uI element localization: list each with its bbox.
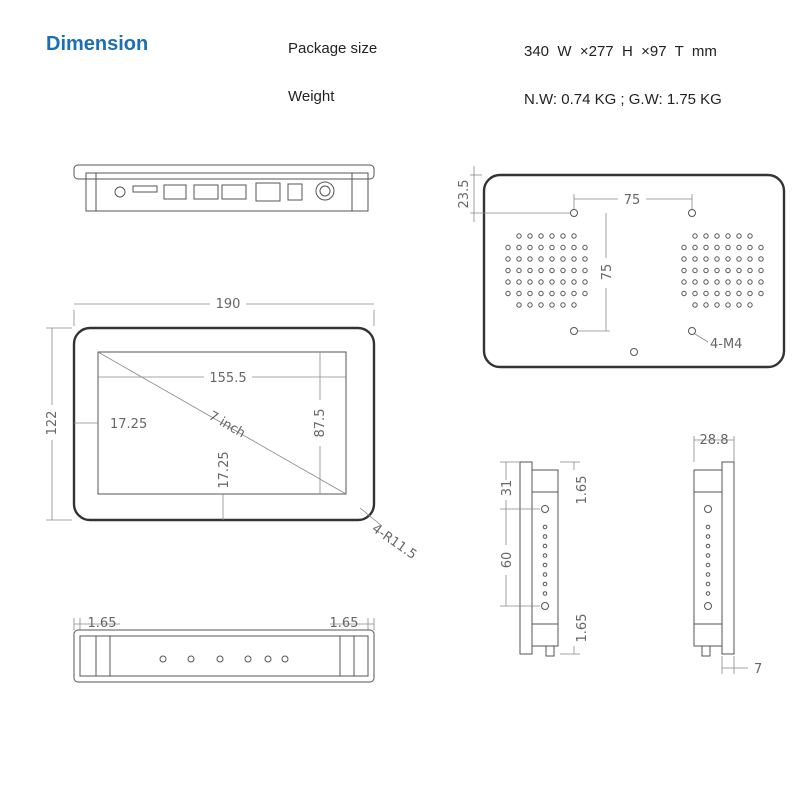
dim-screen-width: 155.5 bbox=[209, 371, 247, 386]
vent-hole-icon bbox=[550, 257, 554, 261]
vent-hole-icon bbox=[517, 234, 521, 238]
dim-radius: 4-R11.5 bbox=[368, 521, 420, 563]
vent-hole-icon bbox=[704, 280, 708, 284]
vent-hole-icon bbox=[726, 257, 730, 261]
vent-hole-icon bbox=[704, 234, 708, 238]
vent-hole-icon bbox=[550, 291, 554, 295]
vent-hole-icon bbox=[506, 291, 510, 295]
vent-hole-icon bbox=[506, 257, 510, 261]
vent-hole-icon bbox=[682, 268, 686, 272]
vent-hole-icon bbox=[550, 234, 554, 238]
vent-hole-icon bbox=[737, 257, 741, 261]
vent-hole-icon bbox=[704, 245, 708, 249]
vent-hole-icon bbox=[706, 554, 710, 558]
vent-hole-icon bbox=[693, 291, 697, 295]
vent-hole-icon bbox=[693, 280, 697, 284]
usb-port-icon bbox=[164, 185, 186, 199]
screw-icon bbox=[542, 603, 549, 610]
vent-hole-icon bbox=[759, 245, 763, 249]
vent-hole-icon bbox=[550, 268, 554, 272]
vent-hole-icon bbox=[715, 245, 719, 249]
dim-width: 190 bbox=[215, 297, 241, 312]
vent-hole-icon bbox=[704, 257, 708, 261]
vent-hole-icon bbox=[543, 554, 547, 558]
sd-slot-icon bbox=[133, 186, 157, 192]
vent-hole-icon bbox=[543, 582, 547, 586]
vent-hole-icon bbox=[506, 268, 510, 272]
dim-side-bottom: 17.25 bbox=[217, 451, 232, 489]
vent-hole-icon bbox=[528, 268, 532, 272]
screw-icon bbox=[542, 506, 549, 513]
vent-hole-icon bbox=[737, 291, 741, 295]
vent-hole-icon bbox=[682, 257, 686, 261]
dim-vesa-horizontal: 75 bbox=[623, 193, 641, 208]
vesa-hole-icon bbox=[571, 210, 578, 217]
vent-grill-left bbox=[506, 234, 587, 307]
vent-hole-icon bbox=[706, 573, 710, 577]
vent-hole-icon bbox=[543, 535, 547, 539]
dim-side-31: 31 bbox=[500, 479, 515, 497]
vent-hole-icon bbox=[715, 291, 719, 295]
vent-grill-right bbox=[682, 234, 763, 307]
vent-hole-icon bbox=[748, 257, 752, 261]
vent-hole-icon bbox=[550, 280, 554, 284]
vent-hole-icon bbox=[543, 592, 547, 596]
dim-bottom-165-left: 1.65 bbox=[87, 616, 117, 631]
dim-bottom-165-right: 1.65 bbox=[329, 616, 359, 631]
vent-hole-icon bbox=[561, 303, 565, 307]
vent-hole-icon bbox=[748, 268, 752, 272]
vent-hole-icon bbox=[726, 234, 730, 238]
vent-hole-icon bbox=[704, 303, 708, 307]
vent-hole-icon bbox=[748, 234, 752, 238]
dim-screw: 4-M4 bbox=[710, 337, 743, 352]
vent-hole-icon bbox=[572, 234, 576, 238]
vent-hole-icon bbox=[572, 280, 576, 284]
vent-hole-icon bbox=[539, 268, 543, 272]
vent-hole-icon bbox=[759, 268, 763, 272]
vent-hole-icon bbox=[693, 303, 697, 307]
vent-hole-icon bbox=[572, 257, 576, 261]
vent-hole-icon bbox=[543, 563, 547, 567]
vent-hole-icon bbox=[539, 257, 543, 261]
vent-hole-icon bbox=[539, 234, 543, 238]
dim-side-165-top: 1.65 bbox=[575, 475, 590, 505]
vent-hole-icon bbox=[550, 303, 554, 307]
screw-icon bbox=[631, 349, 638, 356]
dc-jack-icon bbox=[288, 184, 302, 200]
vent-hole-icon bbox=[706, 563, 710, 567]
vent-hole-icon bbox=[528, 291, 532, 295]
vent-hole-icon bbox=[561, 245, 565, 249]
vent-hole-icon bbox=[572, 303, 576, 307]
vent-hole-icon bbox=[693, 257, 697, 261]
led-icon bbox=[160, 656, 166, 662]
dim-depth-7: 7 bbox=[754, 662, 763, 677]
vent-hole-icon bbox=[543, 573, 547, 577]
led-icon bbox=[265, 656, 271, 662]
vent-hole-icon bbox=[682, 280, 686, 284]
vent-hole-icon bbox=[539, 280, 543, 284]
vent-hole-icon bbox=[550, 245, 554, 249]
vent-hole-icon bbox=[726, 268, 730, 272]
vent-hole-icon bbox=[715, 280, 719, 284]
vent-hole-icon bbox=[682, 291, 686, 295]
vent-hole-icon bbox=[572, 245, 576, 249]
vent-hole-icon bbox=[539, 303, 543, 307]
vent-hole-icon bbox=[517, 280, 521, 284]
dim-side-60: 60 bbox=[500, 551, 515, 569]
led-icon bbox=[245, 656, 251, 662]
vent-hole-icon bbox=[693, 234, 697, 238]
dim-screen-height: 87.5 bbox=[313, 408, 328, 438]
vent-hole-icon bbox=[539, 245, 543, 249]
vent-hole-icon bbox=[748, 280, 752, 284]
vent-hole-icon bbox=[737, 234, 741, 238]
vent-hole-icon bbox=[543, 525, 547, 529]
dim-height: 122 bbox=[45, 410, 60, 436]
vesa-hole-icon bbox=[571, 328, 578, 335]
vesa-hole-icon bbox=[689, 210, 696, 217]
vent-hole-icon bbox=[517, 245, 521, 249]
vent-hole-icon bbox=[528, 234, 532, 238]
vent-hole-icon bbox=[693, 245, 697, 249]
vent-hole-icon bbox=[706, 592, 710, 596]
dim-diagonal: 7 inch bbox=[205, 408, 248, 442]
vent-hole-icon bbox=[543, 544, 547, 548]
vent-hole-icon bbox=[726, 291, 730, 295]
vent-hole-icon bbox=[517, 268, 521, 272]
vent-hole-icon bbox=[759, 291, 763, 295]
vent-hole-icon bbox=[737, 268, 741, 272]
weight-label: Weight bbox=[288, 88, 335, 105]
led-icon bbox=[282, 656, 288, 662]
top-port-view bbox=[74, 165, 374, 211]
vent-hole-icon bbox=[706, 525, 710, 529]
power-button-icon bbox=[115, 187, 125, 197]
usb-port-icon bbox=[194, 185, 218, 199]
vent-hole-icon bbox=[706, 582, 710, 586]
vent-hole-icon bbox=[704, 291, 708, 295]
vent-hole-icon bbox=[572, 291, 576, 295]
vent-hole-icon bbox=[737, 280, 741, 284]
led-icon bbox=[217, 656, 223, 662]
vent-hole-icon bbox=[706, 535, 710, 539]
vent-hole-icon bbox=[693, 268, 697, 272]
screw-icon bbox=[705, 603, 712, 610]
vent-hole-icon bbox=[737, 303, 741, 307]
vent-hole-icon bbox=[528, 280, 532, 284]
led-icon bbox=[188, 656, 194, 662]
vent-hole-icon bbox=[704, 268, 708, 272]
vent-hole-icon bbox=[583, 280, 587, 284]
dim-side-left: 17.25 bbox=[110, 417, 148, 432]
vent-hole-icon bbox=[715, 257, 719, 261]
vent-hole-icon bbox=[715, 234, 719, 238]
vent-hole-icon bbox=[528, 257, 532, 261]
vent-hole-icon bbox=[561, 257, 565, 261]
vent-hole-icon bbox=[583, 268, 587, 272]
vent-hole-icon bbox=[748, 245, 752, 249]
side-view-right bbox=[694, 436, 748, 674]
dim-back-top: 23.5 bbox=[457, 179, 472, 209]
ethernet-port-icon bbox=[256, 183, 280, 201]
vent-hole-icon bbox=[517, 257, 521, 261]
weight-value: N.W: 0.74 KG ; G.W: 1.75 KG bbox=[524, 91, 722, 108]
vent-hole-icon bbox=[583, 291, 587, 295]
vent-hole-icon bbox=[528, 303, 532, 307]
vent-hole-icon bbox=[561, 280, 565, 284]
vent-hole-icon bbox=[561, 291, 565, 295]
vent-hole-icon bbox=[583, 257, 587, 261]
vent-hole-icon bbox=[737, 245, 741, 249]
vent-hole-icon bbox=[726, 245, 730, 249]
vent-hole-icon bbox=[715, 268, 719, 272]
vesa-hole-icon bbox=[689, 328, 696, 335]
dim-depth-288: 28.8 bbox=[699, 433, 729, 448]
vent-hole-icon bbox=[528, 245, 532, 249]
vent-hole-icon bbox=[506, 245, 510, 249]
antenna-port-icon bbox=[316, 182, 334, 200]
vent-hole-icon bbox=[517, 303, 521, 307]
vent-hole-icon bbox=[539, 291, 543, 295]
dim-side-165-bottom: 1.65 bbox=[575, 613, 590, 643]
vent-hole-icon bbox=[706, 544, 710, 548]
usb-port-icon bbox=[222, 185, 246, 199]
package-size-label: Package size bbox=[288, 40, 378, 57]
vent-hole-icon bbox=[517, 291, 521, 295]
vent-hole-icon bbox=[506, 280, 510, 284]
vent-hole-icon bbox=[726, 303, 730, 307]
vent-hole-icon bbox=[583, 245, 587, 249]
vent-hole-icon bbox=[682, 245, 686, 249]
vent-hole-icon bbox=[572, 268, 576, 272]
vent-hole-icon bbox=[561, 268, 565, 272]
vent-hole-icon bbox=[759, 280, 763, 284]
package-size-value: 340 W ×277 H ×97 T mm bbox=[524, 43, 717, 60]
vent-hole-icon bbox=[759, 257, 763, 261]
vent-hole-icon bbox=[748, 291, 752, 295]
vent-hole-icon bbox=[748, 303, 752, 307]
dim-vesa-vertical: 75 bbox=[600, 263, 615, 281]
vent-hole-icon bbox=[561, 234, 565, 238]
section-title: Dimension bbox=[46, 33, 149, 55]
vent-hole-icon bbox=[715, 303, 719, 307]
vent-hole-icon bbox=[726, 280, 730, 284]
screw-icon bbox=[705, 506, 712, 513]
